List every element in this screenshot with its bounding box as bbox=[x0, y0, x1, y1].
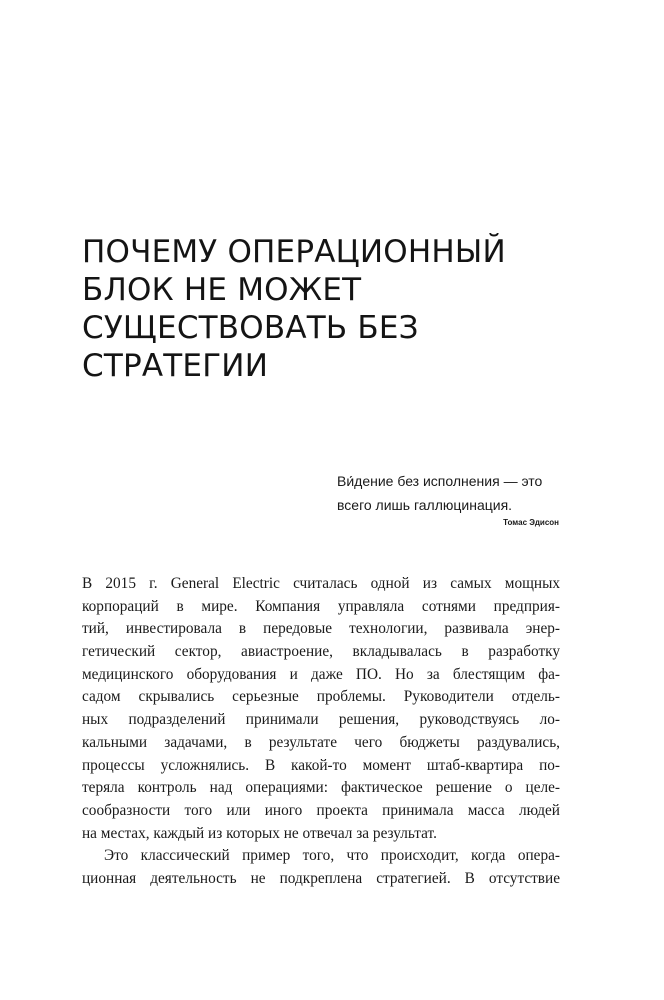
text-line: гетический сектор, авиастроение, вкладывалась в разработку bbox=[82, 643, 560, 661]
chapter-title-line: ПОЧЕМУ ОПЕРАЦИОННЫЙ bbox=[82, 234, 506, 270]
epigraph-quote bbox=[337, 469, 577, 517]
chapter-title-line: СУЩЕСТВОВАТЬ БЕЗ bbox=[82, 310, 419, 346]
paragraph bbox=[82, 573, 560, 845]
text-line: тий, инвестировала в передовые технологии, развивала энер- bbox=[82, 620, 560, 638]
text-line: садом скрывались серьезные проблемы. Руководители отдель- bbox=[82, 688, 560, 706]
chapter-title-line: СТРАТЕГИИ bbox=[82, 348, 269, 384]
text-line: корпораций в мире. Компания управляла сотнями предприя- bbox=[82, 597, 560, 615]
body-text bbox=[82, 573, 560, 891]
paragraph bbox=[82, 845, 560, 890]
text-line: кальными задачами, в результате чего бюджеты раздувались, bbox=[82, 733, 560, 751]
chapter-title-line: БЛОК НЕ МОЖЕТ bbox=[82, 272, 362, 308]
epigraph-author: Томас Эдисон bbox=[503, 518, 559, 527]
text-line: В 2015 г. General Electric считалась одной из самых мощных bbox=[82, 575, 560, 592]
text-line: медицинского оборудования и даже ПО. Но за блестящим фа- bbox=[82, 665, 560, 683]
text-line: ционная деятельность не подкреплена стратегией. В отсутствие bbox=[82, 869, 560, 887]
text-line: на местах, каждый из которых не отвечал за результат. bbox=[82, 824, 437, 842]
text-line: теряла контроль над операциями: фактическое решение о целе- bbox=[82, 779, 560, 797]
text-line: ных подразделений принимали решения, руководствуясь ло- bbox=[82, 711, 560, 729]
text-line: процессы усложнялись. В какой-то момент штаб-квартира по- bbox=[82, 756, 560, 774]
epigraph bbox=[337, 469, 577, 527]
chapter-title bbox=[82, 233, 562, 385]
text-line: Это классический пример того, что происходит, когда опера- bbox=[104, 847, 560, 865]
text-line: сообразности того или иного проекта принимала масса людей bbox=[82, 801, 560, 819]
epigraph-quote-line: Ви́дение без исполнения — это bbox=[337, 473, 543, 489]
epigraph-quote-line: всего лишь галлюцинация. bbox=[337, 497, 513, 513]
